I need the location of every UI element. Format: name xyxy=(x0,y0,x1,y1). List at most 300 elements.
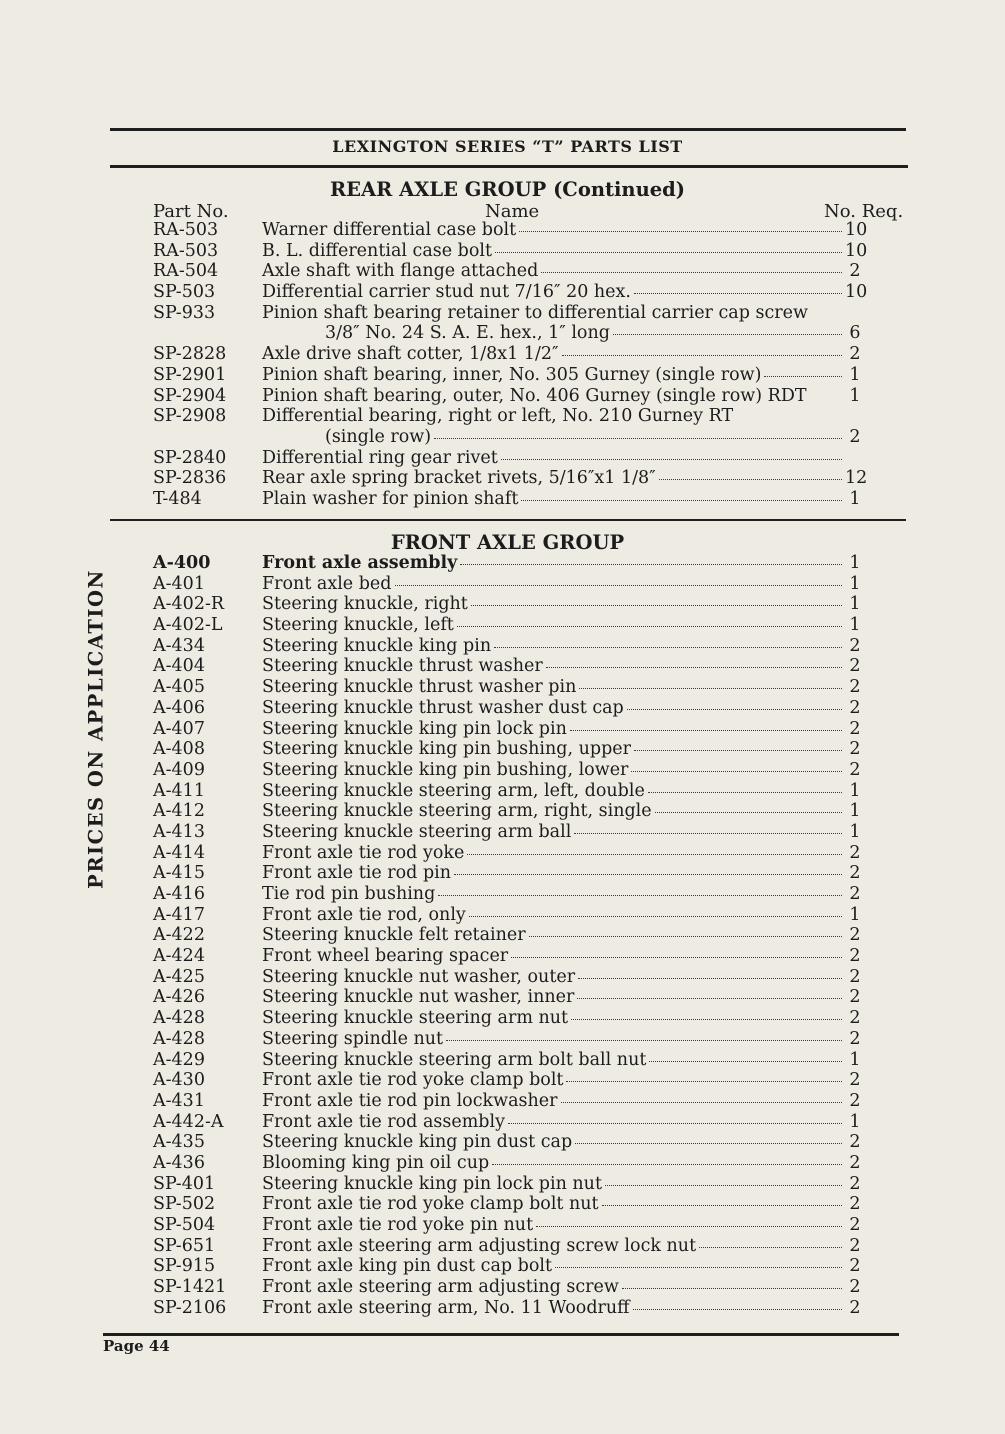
part-name: Steering knuckle, left xyxy=(262,615,454,636)
part-number: A-414 xyxy=(153,842,205,863)
column-header-part-no: Part No. xyxy=(153,201,229,222)
part-name: Steering knuckle king pin xyxy=(262,635,492,656)
part-name-cell xyxy=(262,1132,842,1153)
part-name-cell xyxy=(262,719,842,740)
parts-row xyxy=(0,303,1005,324)
dot-leader xyxy=(494,647,842,648)
part-name: Steering knuckle felt retainer xyxy=(262,925,526,946)
part-number: SP-2908 xyxy=(153,406,227,427)
quantity-required: 2 xyxy=(849,884,861,904)
dot-leader xyxy=(764,376,842,377)
part-name-cell xyxy=(262,1029,842,1050)
part-name-cell xyxy=(262,1112,842,1133)
part-name-cell xyxy=(262,822,842,843)
parts-row xyxy=(0,553,1005,574)
part-name-cell xyxy=(262,1153,842,1174)
part-name: Front axle assembly xyxy=(262,553,458,573)
part-number: RA-504 xyxy=(153,261,219,282)
dot-leader xyxy=(627,709,842,710)
part-name-cell xyxy=(262,594,842,615)
dot-leader xyxy=(508,1123,842,1124)
part-name-cell xyxy=(262,468,842,489)
dot-leader xyxy=(521,500,842,501)
quantity-required: 2 xyxy=(849,925,861,946)
dot-leader xyxy=(699,1247,842,1248)
part-name: Front axle king pin dust cap bolt xyxy=(262,1256,553,1277)
quantity-required: 1 xyxy=(849,364,861,385)
part-name: Front axle tie rod assembly xyxy=(262,1111,505,1132)
quantity-required: 2 xyxy=(849,842,861,863)
dot-leader xyxy=(541,272,842,273)
quantity-required: 2 xyxy=(849,635,861,656)
part-number: SP-401 xyxy=(153,1173,216,1194)
dot-leader xyxy=(562,355,842,356)
part-name-cell xyxy=(262,656,842,677)
part-name-cell xyxy=(262,1298,842,1319)
part-name-cell xyxy=(262,344,842,365)
part-name: Front axle steering arm, No. 11 Woodruff xyxy=(262,1297,630,1318)
quantity-required: 2 xyxy=(849,739,861,760)
front-axle-section-title: FRONT AXLE GROUP xyxy=(390,531,625,554)
dot-leader xyxy=(501,459,842,460)
quantity-required: 2 xyxy=(849,987,861,1008)
quantity-required: 2 xyxy=(849,759,861,780)
quantity-required: 2 xyxy=(849,656,861,677)
dot-leader xyxy=(634,750,842,751)
part-number: A-435 xyxy=(153,1132,205,1153)
quantity-required: 1 xyxy=(849,1111,861,1132)
part-name-cell xyxy=(262,1050,842,1071)
part-name-cell xyxy=(262,241,842,262)
parts-row xyxy=(0,344,1005,365)
dot-leader xyxy=(529,936,842,937)
parts-row xyxy=(0,636,1005,657)
parts-row xyxy=(0,282,1005,303)
part-number: A-416 xyxy=(153,884,205,904)
dot-leader xyxy=(492,1164,842,1165)
quantity-required: 1 xyxy=(849,594,861,615)
quantity-required: 2 xyxy=(849,1152,861,1173)
quantity-required: 2 xyxy=(849,1028,861,1049)
parts-row xyxy=(0,801,1005,822)
part-name-cell xyxy=(262,925,842,946)
parts-row xyxy=(0,822,1005,843)
parts-row xyxy=(0,220,1005,241)
part-number: A-402-L xyxy=(153,615,223,636)
part-name: Pinion shaft bearing, outer, No. 406 Gurney (single row) RDT xyxy=(262,385,807,406)
dot-leader xyxy=(446,1040,842,1041)
quantity-required: 2 xyxy=(849,946,861,967)
parts-row xyxy=(0,1132,1005,1153)
part-name: Front axle tie rod pin lockwasher xyxy=(262,1090,558,1111)
part-name-cell xyxy=(262,843,842,864)
part-name-cell xyxy=(262,884,842,905)
quantity-required: 2 xyxy=(849,1297,861,1318)
part-name-cell xyxy=(262,801,842,822)
part-name-cell xyxy=(262,615,842,636)
part-name-cell xyxy=(262,386,842,407)
part-name-cell xyxy=(262,781,842,802)
parts-row xyxy=(0,1277,1005,1298)
part-name-cell xyxy=(262,863,842,884)
part-name: Pinion shaft bearing retainer to differential carrier cap screw xyxy=(262,302,808,323)
parts-row xyxy=(0,987,1005,1008)
part-name-cell xyxy=(262,1174,842,1195)
dot-leader xyxy=(622,1288,842,1289)
parts-row xyxy=(0,1029,1005,1050)
parts-row xyxy=(0,1236,1005,1257)
parts-row xyxy=(0,427,1005,448)
part-name: Differential bearing, right or left, No. 210 Gurney RT xyxy=(262,406,734,427)
dot-leader xyxy=(495,252,842,253)
dot-leader xyxy=(469,916,842,917)
parts-row xyxy=(0,1215,1005,1236)
part-number: SP-502 xyxy=(153,1194,216,1215)
page-number: Page 44 xyxy=(103,1337,170,1355)
parts-row xyxy=(0,760,1005,781)
part-name: Front axle bed xyxy=(262,573,392,594)
parts-row xyxy=(0,365,1005,386)
part-number: SP-2836 xyxy=(153,468,227,489)
part-name: Steering knuckle nut washer, inner xyxy=(262,987,575,1008)
part-number: SP-503 xyxy=(153,282,216,303)
quantity-required: 2 xyxy=(849,1256,861,1277)
dot-leader xyxy=(578,978,842,979)
quantity-required: 1 xyxy=(849,780,861,801)
dot-leader xyxy=(659,479,842,480)
quantity-required: 2 xyxy=(849,697,861,718)
dot-leader xyxy=(634,293,842,294)
part-name: Steering knuckle nut washer, outer xyxy=(262,966,576,987)
part-number: A-424 xyxy=(153,946,205,967)
dot-leader xyxy=(574,833,842,834)
part-name: Steering knuckle thrust washer pin xyxy=(262,677,577,698)
part-name-cell xyxy=(262,489,842,510)
part-name: Differential ring gear rivet xyxy=(262,447,498,468)
top-rule xyxy=(110,128,906,131)
part-number: A-407 xyxy=(153,718,205,739)
part-number: A-417 xyxy=(153,904,205,925)
dot-leader xyxy=(655,812,842,813)
parts-row xyxy=(0,884,1005,905)
part-name-cell xyxy=(262,574,842,595)
dot-leader xyxy=(613,334,842,335)
dot-leader xyxy=(577,998,842,999)
parts-row xyxy=(0,468,1005,489)
part-name: Steering knuckle king pin bushing, upper xyxy=(262,739,631,760)
part-name-cell xyxy=(262,261,842,282)
part-name-cell xyxy=(262,1236,842,1257)
dot-leader xyxy=(395,585,843,586)
part-name-cell xyxy=(262,448,842,469)
part-name: Steering knuckle thrust washer xyxy=(262,656,543,677)
quantity-required: 12 xyxy=(845,468,868,489)
part-name: Rear axle spring bracket rivets, 5/16″x1 1/8″ xyxy=(262,468,656,489)
part-number: SP-915 xyxy=(153,1256,216,1277)
dot-leader xyxy=(438,895,842,896)
part-name-cell xyxy=(262,220,842,241)
part-number: RA-503 xyxy=(153,220,219,240)
quantity-required: 2 xyxy=(849,1235,861,1256)
part-name-cell xyxy=(262,905,842,926)
quantity-required: 1 xyxy=(849,904,861,925)
quantity-required: 6 xyxy=(849,323,861,344)
parts-row xyxy=(0,1256,1005,1277)
part-name: Front axle tie rod yoke clamp bolt xyxy=(262,1070,564,1091)
part-name: Front axle tie rod, only xyxy=(262,904,466,925)
part-name: Steering knuckle thrust washer dust cap xyxy=(262,697,624,718)
part-name-cell xyxy=(262,1215,842,1236)
part-name-cell xyxy=(262,946,842,967)
part-number: A-425 xyxy=(153,966,205,987)
dot-leader xyxy=(555,1267,842,1268)
part-number: A-404 xyxy=(153,656,205,677)
quantity-required: 2 xyxy=(849,1215,861,1235)
part-number: SP-2106 xyxy=(153,1297,227,1318)
part-name-cell xyxy=(262,365,842,386)
part-number: A-400 xyxy=(153,553,211,573)
part-name: Steering knuckle steering arm ball xyxy=(262,821,572,842)
part-number: SP-1421 xyxy=(153,1277,227,1298)
quantity-required: 1 xyxy=(849,488,861,509)
part-number: T-484 xyxy=(153,488,202,509)
dot-leader xyxy=(471,605,842,606)
quantity-required: 1 xyxy=(849,553,861,573)
part-number: A-442-A xyxy=(153,1111,224,1132)
parts-row xyxy=(0,1050,1005,1071)
dot-leader xyxy=(631,771,842,772)
part-number: A-402-R xyxy=(153,594,225,615)
part-name: Axle drive shaft cotter, 1/8x1 1/2″ xyxy=(262,344,559,365)
part-name-cell xyxy=(262,1091,842,1112)
part-name: Steering knuckle steering arm, right, single xyxy=(262,801,652,822)
quantity-required: 2 xyxy=(849,863,861,884)
parts-row xyxy=(0,656,1005,677)
dot-leader xyxy=(460,564,842,565)
part-name: Front axle tie rod pin xyxy=(262,863,452,884)
part-number: SP-2901 xyxy=(153,364,227,385)
dot-leader xyxy=(561,1102,842,1103)
part-name: Steering knuckle steering arm, left, double xyxy=(262,780,645,801)
parts-row xyxy=(0,781,1005,802)
part-name-cell xyxy=(262,1277,842,1298)
quantity-required: 2 xyxy=(849,1090,861,1111)
section-divider-rule xyxy=(110,519,906,521)
dot-leader xyxy=(454,874,842,875)
prices-side-label xyxy=(84,569,108,889)
quantity-required: 1 xyxy=(849,1049,861,1070)
part-number: A-431 xyxy=(153,1090,205,1111)
dot-leader xyxy=(579,688,842,689)
parts-row xyxy=(0,448,1005,469)
quantity-required: 2 xyxy=(849,1008,861,1029)
part-name-cell xyxy=(262,406,842,427)
part-name-cell xyxy=(262,967,842,988)
part-name: Plain washer for pinion shaft xyxy=(262,488,519,509)
quantity-required: 2 xyxy=(849,261,861,282)
dot-leader xyxy=(570,730,842,731)
parts-row xyxy=(0,1112,1005,1133)
quantity-required: 2 xyxy=(849,344,861,365)
column-header-no-req: No. Req. xyxy=(824,201,904,222)
dot-leader xyxy=(434,438,842,439)
part-name-cell xyxy=(262,987,842,1008)
part-number: A-428 xyxy=(153,1008,205,1029)
part-name-cell xyxy=(325,323,842,344)
dot-leader xyxy=(571,1019,842,1020)
column-header-name: Name xyxy=(485,201,540,222)
quantity-required: 2 xyxy=(849,1194,861,1215)
dot-leader xyxy=(457,626,842,627)
part-number: A-415 xyxy=(153,863,205,884)
dot-leader xyxy=(536,1226,842,1227)
part-number: A-426 xyxy=(153,987,205,1008)
parts-row xyxy=(0,1153,1005,1174)
part-name: Front wheel bearing spacer xyxy=(262,946,509,967)
dot-leader xyxy=(605,1185,842,1186)
part-name-cell xyxy=(262,282,842,303)
quantity-required: 1 xyxy=(849,801,861,822)
part-number: A-405 xyxy=(153,677,205,698)
part-number: A-411 xyxy=(153,780,205,801)
parts-row xyxy=(0,574,1005,595)
quantity-required: 1 xyxy=(849,615,861,636)
quantity-required: 1 xyxy=(849,385,861,406)
part-number: A-412 xyxy=(153,801,205,822)
parts-row xyxy=(0,615,1005,636)
parts-row xyxy=(0,1174,1005,1195)
part-number: SP-2904 xyxy=(153,385,227,406)
dot-leader xyxy=(575,1143,842,1144)
quantity-required: 2 xyxy=(849,1132,861,1153)
parts-row xyxy=(0,1070,1005,1091)
part-name: Front axle tie rod yoke xyxy=(262,842,465,863)
quantity-required: 2 xyxy=(849,426,861,447)
part-number: RA-503 xyxy=(153,240,219,261)
part-number: A-428 xyxy=(153,1028,205,1049)
dot-leader xyxy=(602,1205,842,1206)
part-name: Steering knuckle king pin lock pin xyxy=(262,718,567,739)
part-name-cell xyxy=(262,303,842,324)
parts-row xyxy=(0,1008,1005,1029)
part-number: A-429 xyxy=(153,1049,205,1070)
part-name: Steering knuckle king pin lock pin nut xyxy=(262,1173,602,1194)
parts-row xyxy=(0,386,1005,407)
part-name: Axle shaft with flange attached xyxy=(262,261,539,282)
parts-row xyxy=(0,261,1005,282)
parts-row xyxy=(0,594,1005,615)
part-name: 3/8″ No. 24 S. A. E. hex., 1″ long xyxy=(325,323,610,344)
dot-leader xyxy=(519,231,842,232)
part-name: Steering knuckle, right xyxy=(262,594,468,615)
part-name-cell xyxy=(262,677,842,698)
part-number: SP-2828 xyxy=(153,344,227,365)
part-number: A-413 xyxy=(153,821,205,842)
part-name: (single row) xyxy=(325,426,432,447)
parts-row xyxy=(0,241,1005,262)
part-name: Front axle steering arm adjusting screw xyxy=(262,1277,619,1298)
quantity-required: 2 xyxy=(849,677,861,698)
part-number: A-408 xyxy=(153,739,205,760)
bottom-rule xyxy=(103,1333,899,1336)
page-header-title: LEXINGTON SERIES “T” PARTS LIST xyxy=(332,137,683,156)
part-name-cell xyxy=(262,1194,842,1215)
parts-row xyxy=(0,739,1005,760)
parts-row xyxy=(0,1298,1005,1319)
part-name-cell xyxy=(262,698,842,719)
parts-row xyxy=(0,925,1005,946)
rear-axle-section-title: REAR AXLE GROUP (Continued) xyxy=(329,178,686,201)
part-name: Steering spindle nut xyxy=(262,1028,444,1049)
part-name-cell xyxy=(262,1008,842,1029)
parts-row xyxy=(0,967,1005,988)
rear-axle-parts-list xyxy=(0,220,1005,510)
part-name: Front axle tie rod yoke clamp bolt nut xyxy=(262,1194,599,1215)
part-name: Warner differential case bolt xyxy=(262,220,517,240)
parts-row xyxy=(0,677,1005,698)
parts-row xyxy=(0,323,1005,344)
part-name: Steering knuckle king pin bushing, lower xyxy=(262,759,629,780)
part-name: Pinion shaft bearing, inner, No. 305 Gurney (single row) xyxy=(262,364,762,385)
quantity-required: 10 xyxy=(845,240,868,261)
parts-row xyxy=(0,406,1005,427)
part-name: Steering knuckle king pin dust cap xyxy=(262,1132,573,1153)
part-name-cell xyxy=(262,760,842,781)
quantity-required: 2 xyxy=(849,966,861,987)
dot-leader xyxy=(511,957,842,958)
quantity-required: 1 xyxy=(849,573,861,594)
dot-leader xyxy=(467,854,842,855)
prices-side-label-text: PRICES ON APPLICATION xyxy=(84,569,108,889)
quantity-required: 2 xyxy=(849,1070,861,1091)
parts-row xyxy=(0,1194,1005,1215)
parts-row xyxy=(0,719,1005,740)
quantity-required: 1 xyxy=(849,821,861,842)
front-axle-parts-list xyxy=(0,553,1005,1318)
dot-leader xyxy=(633,1309,842,1310)
header-rule xyxy=(110,165,908,168)
dot-leader xyxy=(648,792,842,793)
part-name: Blooming king pin oil cup xyxy=(262,1152,490,1173)
quantity-required: 2 xyxy=(849,1173,861,1194)
part-number: SP-504 xyxy=(153,1215,216,1235)
part-number: A-409 xyxy=(153,759,205,780)
dot-leader xyxy=(546,667,842,668)
part-name-cell xyxy=(262,739,842,760)
part-number: A-406 xyxy=(153,697,205,718)
part-name-cell xyxy=(262,553,842,574)
part-name: Front axle steering arm adjusting screw lock nut xyxy=(262,1235,697,1256)
dot-leader xyxy=(566,1081,842,1082)
part-name: Tie rod pin bushing xyxy=(262,884,436,904)
parts-row xyxy=(0,843,1005,864)
quantity-required: 10 xyxy=(845,220,868,240)
parts-row xyxy=(0,946,1005,967)
part-number: A-401 xyxy=(153,573,205,594)
part-number: A-436 xyxy=(153,1152,205,1173)
part-number: SP-2840 xyxy=(153,447,227,468)
quantity-required: 2 xyxy=(849,1277,861,1298)
parts-row xyxy=(0,1091,1005,1112)
part-name-cell xyxy=(262,1070,842,1091)
part-name: Differential carrier stud nut 7/16″ 20 hex. xyxy=(262,282,631,303)
part-number: A-434 xyxy=(153,635,205,656)
part-number: A-430 xyxy=(153,1070,205,1091)
part-name: B. L. differential case bolt xyxy=(262,240,493,261)
parts-row xyxy=(0,863,1005,884)
parts-row xyxy=(0,698,1005,719)
part-number: A-422 xyxy=(153,925,205,946)
